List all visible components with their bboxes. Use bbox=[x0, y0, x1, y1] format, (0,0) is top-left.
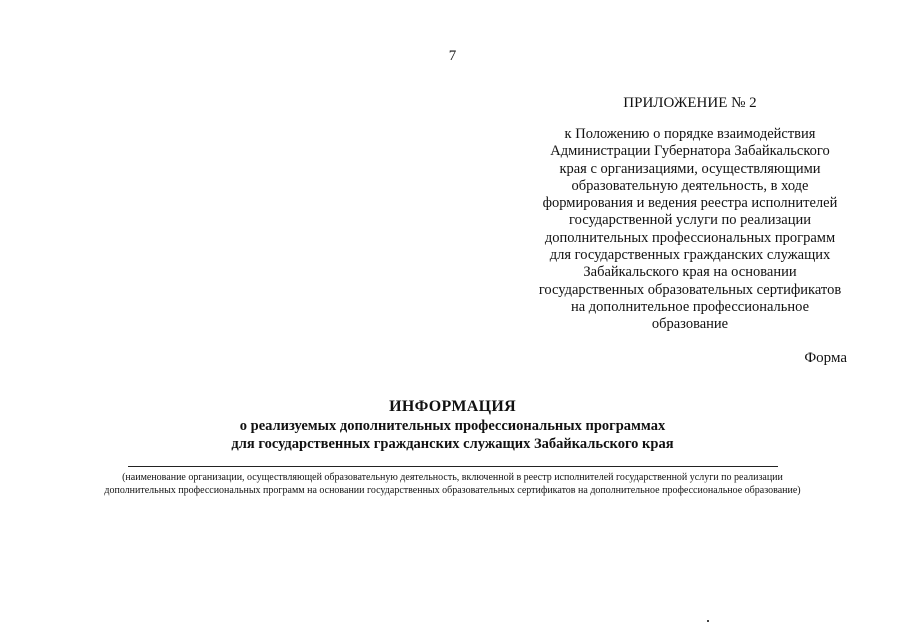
caption-line: (наименование организации, осуществляющей образовательную деятельность, включенной в реестр исполнителей государственной услуги по реализации bbox=[122, 472, 783, 483]
appendix-line: для государственных гражданских служащих bbox=[549, 247, 831, 264]
appendix-line: государственной услуги по реализации bbox=[569, 212, 811, 229]
organization-name-line bbox=[128, 466, 778, 467]
appendix-line: государственных образовательных сертификатов bbox=[538, 281, 842, 298]
page-number: 7 bbox=[448, 48, 457, 64]
appendix-line: на дополнительное профессиональное bbox=[570, 298, 810, 315]
caption-line: дополнительных профессиональных программ на основании государственных образовательных сертификатов на дополнительное профессиональное образование) bbox=[104, 485, 801, 496]
appendix-description bbox=[500, 126, 880, 334]
scan-speck bbox=[707, 620, 709, 622]
document-title: ИНФОРМАЦИЯ bbox=[389, 398, 516, 415]
appendix-line: формирования и ведения реестра исполнителей bbox=[542, 195, 838, 212]
organization-caption bbox=[0, 471, 905, 497]
appendix-line: Администрации Губернатора Забайкальского bbox=[550, 143, 830, 160]
appendix-line: к Положению о порядке взаимодействия bbox=[564, 126, 816, 142]
document-subtitle-line: о реализуемых дополнительных профессиональных программах bbox=[239, 418, 666, 434]
appendix-line: образовательную деятельность, в ходе bbox=[571, 177, 809, 194]
appendix-line: Забайкальского края на основании bbox=[583, 264, 797, 281]
appendix-line: края с организациями, осуществляющими bbox=[559, 160, 821, 177]
form-label: Форма bbox=[804, 350, 847, 366]
appendix-line: образование bbox=[651, 316, 729, 333]
appendix-title: ПРИЛОЖЕНИЕ № 2 bbox=[623, 95, 757, 111]
document-subtitle-line: для государственных гражданских служащих Забайкальского края bbox=[231, 436, 674, 452]
appendix-line: дополнительных профессиональных программ bbox=[544, 229, 836, 246]
